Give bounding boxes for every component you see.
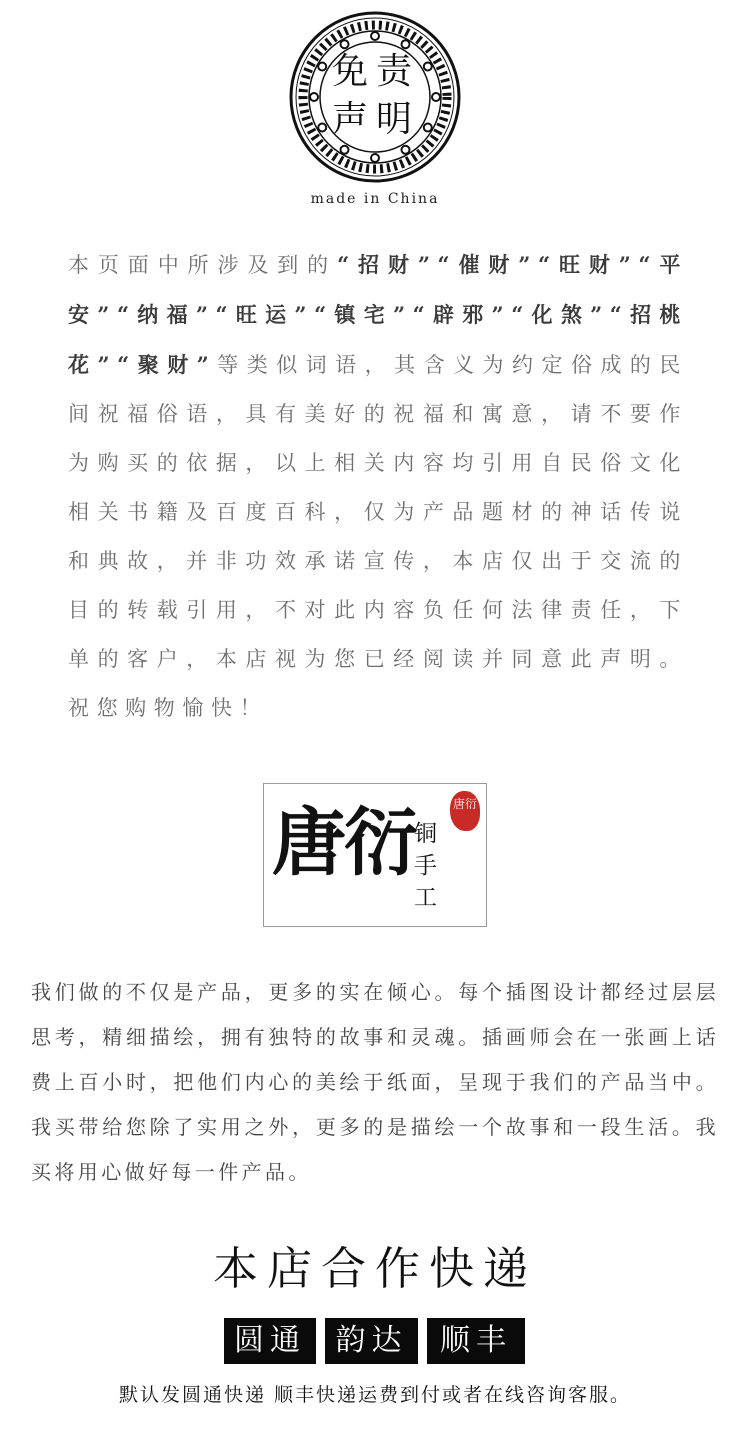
brand-name: 唐衍 [272,800,416,886]
brand-logo [263,783,487,927]
brand-subtitle: 铜手工 [414,821,437,911]
brand-story: 我们做的不仅是产品，更多的实在倾心。每个插图设计都经过层层思考，精细描绘，拥有独特的故事和灵魂。插画师会在一张画上话费上百小时，把他们内心的美绘于纸面，呈现于我们的产品当中。我买带给您除了实用之外，更多的是描绘一个故事和一段生活。我买将用心做好每一件产品。 [31,980,719,1184]
courier-badges [0,1318,750,1364]
seal-char: 声 [332,99,369,140]
brand-stamp-icon: 唐衍 [450,791,480,831]
seal-char: 明 [376,99,413,140]
seal-title [288,10,462,184]
courier-badge-yto: 圆通 [224,1318,316,1364]
disclaimer-text [68,240,688,733]
made-in-caption: made in China [310,191,440,207]
disclaimer-segment: 本页面中所涉及到的 [68,253,338,277]
shipping-title: 本店合作快递 [212,1242,537,1295]
courier-badge-yunda: 韵达 [325,1318,418,1364]
disclaimer-segment: 等类似词语，其含义为约定俗成的民间祝福俗语，具有美好的祝福和寓意，请不要作为购买的依据，以上相关内容均引用自民俗文化相关书籍及百度百科，仅为产品题材的神话传说和典故，并非功效承诺宣传，本店仅出于交流的目的转载引用，不对此内容负任何法律责任，下单的客户，本店视为您已经阅读并同意此声明。祝您购物愉快！ [68,353,688,720]
disclaimer-seal [288,10,462,184]
seal-char: 责 [376,51,413,92]
courier-badge-sf: 顺丰 [427,1318,525,1364]
seal-char: 免 [332,51,369,92]
shipping-note: 默认发圆通快递 顺丰快递运费到付或者在线咨询客服。 [118,1384,632,1406]
disclaimer-keywords: “招财”“催财”“旺财”“平安”“纳福”“旺运”“镇宅”“辟邪”“化煞”“招桃花”“聚财” [68,252,688,377]
